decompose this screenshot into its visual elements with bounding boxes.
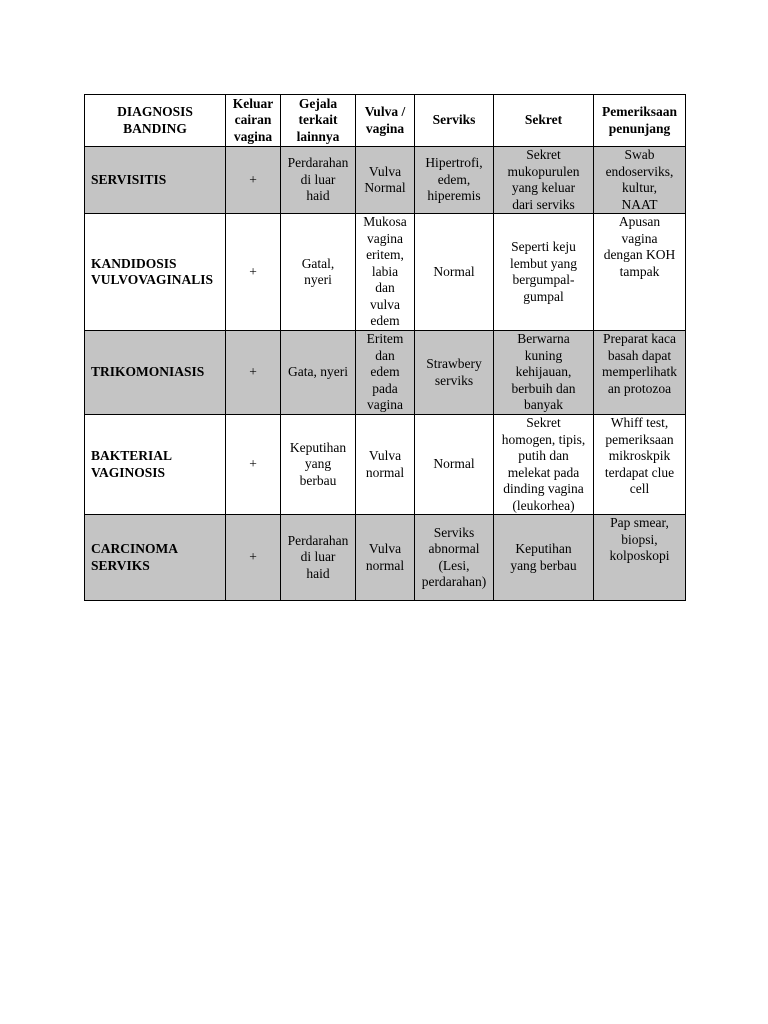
cell-diagnosis: TRIKOMONIASIS: [85, 331, 226, 415]
cell-vulva: Eritem dan edem pada vagina: [356, 331, 415, 415]
differential-diagnosis-table: [84, 94, 686, 601]
cell-serviks: Normal: [415, 214, 494, 331]
cell-sekret: Keputihan yang berbau: [494, 515, 594, 601]
cell-serviks: Normal: [415, 415, 494, 515]
cell-sekret: Sekret homogen, tipis, putih dan melekat pada dinding vagina (leukorhea): [494, 415, 594, 515]
cell-pemeriksaan: Whiff test, pemeriksaan mikroskpik terdapat clue cell: [594, 415, 686, 515]
cell-gejala: Perdarahan di luar haid: [281, 515, 356, 601]
header-row: [85, 95, 686, 147]
cell-vulva: Vulva Normal: [356, 147, 415, 214]
table-row: [85, 214, 686, 331]
cell-pemeriksaan: Swab endoserviks, kultur, NAAT: [594, 147, 686, 214]
cell-diagnosis: BAKTERIAL VAGINOSIS: [85, 415, 226, 515]
header-vulva-vagina: Vulva / vagina: [356, 95, 415, 147]
cell-gejala: Keputihan yang berbau: [281, 415, 356, 515]
cell-serviks: Hipertrofi, edem, hiperemis: [415, 147, 494, 214]
table-row: [85, 331, 686, 415]
cell-vulva: Vulva normal: [356, 415, 415, 515]
cell-diagnosis: SERVISITIS: [85, 147, 226, 214]
header-keluar-cairan: Keluar cairan vagina: [226, 95, 281, 147]
cell-keluar: +: [226, 415, 281, 515]
cell-serviks: Strawbery serviks: [415, 331, 494, 415]
cell-vulva: Mukosa vagina eritem, labia dan vulva edem: [356, 214, 415, 331]
cell-gejala: Gata, nyeri: [281, 331, 356, 415]
cell-diagnosis: CARCINOMA SERVIKS: [85, 515, 226, 601]
header-pemeriksaan: Pemeriksaan penunjang: [594, 95, 686, 147]
cell-pemeriksaan: Apusan vagina dengan KOH tampak: [594, 214, 686, 331]
cell-vulva: Vulva normal: [356, 515, 415, 601]
cell-pemeriksaan: Preparat kaca basah dapat memperlihatk an protozoa: [594, 331, 686, 415]
header-serviks: Serviks: [415, 95, 494, 147]
header-diagnosis: DIAGNOSIS BANDING: [85, 95, 226, 147]
table-row: [85, 415, 686, 515]
header-gejala: Gejala terkait lainnya: [281, 95, 356, 147]
table-row: [85, 147, 686, 214]
cell-sekret: Sekret mukopurulen yang keluar dari serviks: [494, 147, 594, 214]
cell-keluar: +: [226, 214, 281, 331]
header-sekret: Sekret: [494, 95, 594, 147]
cell-gejala: Perdarahan di luar haid: [281, 147, 356, 214]
cell-pemeriksaan: Pap smear, biopsi, kolposkopi: [594, 515, 686, 601]
cell-sekret: Seperti keju lembut yang bergumpal- gumpal: [494, 214, 594, 331]
cell-keluar: +: [226, 515, 281, 601]
cell-diagnosis: KANDIDOSIS VULVOVAGINALIS: [85, 214, 226, 331]
cell-keluar: +: [226, 331, 281, 415]
table-row: [85, 515, 686, 601]
cell-keluar: +: [226, 147, 281, 214]
cell-gejala: Gatal, nyeri: [281, 214, 356, 331]
cell-serviks: Serviks abnormal (Lesi, perdarahan): [415, 515, 494, 601]
cell-sekret: Berwarna kuning kehijauan, berbuih dan banyak: [494, 331, 594, 415]
